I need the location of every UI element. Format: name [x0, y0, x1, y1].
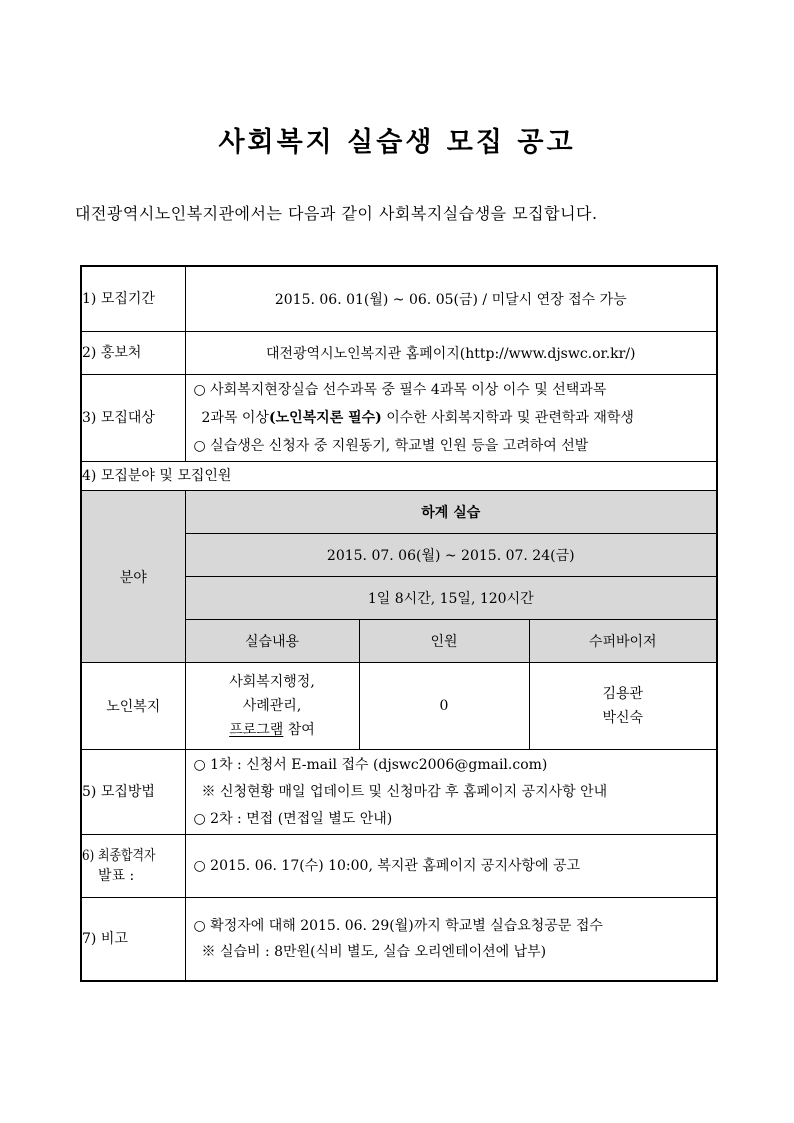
- row-promotion-channel: [81, 332, 717, 375]
- field-column-label: 분야: [81, 491, 185, 663]
- row-elderly-welfare: [81, 663, 717, 750]
- column-header-content: 실습내용: [185, 620, 359, 663]
- row-recruitment-period: [81, 266, 717, 332]
- supervisor-1: 김용관: [602, 686, 644, 702]
- remarks-label: 7) 비고: [81, 898, 185, 982]
- recruitment-period-value: 2015. 06. 01(월) ~ 06. 05(금) / 미달시 연장 접수 가능: [185, 266, 717, 332]
- practice-period: 2015. 07. 06(월) ~ 2015. 07. 24(금): [185, 534, 717, 577]
- eligibility-label: 3) 모집대상: [81, 375, 185, 462]
- row-remarks: [81, 898, 717, 982]
- application-method-label: 5) 모집방법: [81, 750, 185, 835]
- final-announcement-label: 6) 최종합격자 발표 :: [81, 835, 185, 898]
- intro-text: 대전광역시노인복지관에서는 다음과 같이 사회복지실습생을 모집합니다.: [75, 204, 598, 223]
- application-method-value: [185, 750, 717, 835]
- season-header: 하계 실습: [185, 491, 717, 534]
- eligibility-line-3: ○ 실습생은 신청자 중 지원동기, 학교별 인원 등을 고려하여 선발: [193, 438, 589, 454]
- eligibility-value: [185, 375, 717, 462]
- promotion-channel-label: 2) 홍보처: [81, 332, 185, 375]
- practice-content: [185, 663, 359, 750]
- recruit-count: 0: [359, 663, 529, 750]
- field-name: 노인복지: [81, 663, 185, 750]
- practice-content-line-3: 프로그램 참여: [229, 722, 315, 738]
- practice-content-line-1: 사회복지행정,: [229, 674, 315, 690]
- supervisor-2: 박신숙: [602, 710, 644, 726]
- practice-hours: 1일 8시간, 15일, 120시간: [185, 577, 717, 620]
- document-title: 사회복지 실습생 모집 공고: [218, 127, 576, 158]
- notice-table: [80, 265, 718, 982]
- recruitment-period-label: 1) 모집기간: [81, 266, 185, 332]
- application-method-line-1: ○ 1차 : 신청서 E-mail 접수 (djswc2006@gmail.com): [193, 756, 548, 773]
- remarks-value: [185, 898, 717, 982]
- row-season: [81, 491, 717, 534]
- column-header-count: 인원: [359, 620, 529, 663]
- remarks-line-2: ※ 실습비 : 8만원(식비 별도, 실습 오리엔테이션에 납부): [201, 944, 547, 960]
- row-final-announcement: [81, 835, 717, 898]
- bold-required-course: (노인복지론 필수): [268, 410, 382, 426]
- supervisors: [529, 663, 717, 750]
- eligibility-line-1: ○ 사회복지현장실습 선수과목 중 필수 4과목 이상 이수 및 선택과목: [193, 382, 607, 398]
- practice-content-line-2: 사례관리,: [242, 698, 302, 714]
- eligibility-line-2: 2과목 이상(노인복지론 필수) 이수한 사회복지학과 및 관련학과 재학생: [201, 410, 634, 426]
- column-header-supervisor: 수퍼바이저: [529, 620, 717, 663]
- underlined-program-text: 프로그램: [229, 722, 284, 738]
- application-method-line-2: ※ 신청현황 매일 업데이트 및 신청마감 후 홈페이지 공지사항 안내: [201, 783, 608, 800]
- row-eligibility: [81, 375, 717, 462]
- final-announcement-value: ○ 2015. 06. 17(수) 10:00, 복지관 홈페이지 공지사항에 공고: [185, 835, 717, 898]
- row-application-method: [81, 750, 717, 835]
- section-heading-label: 4) 모집분야 및 모집인원: [81, 462, 717, 491]
- promotion-channel-value: 대전광역시노인복지관 홈페이지(http://www.djswc.or.kr/): [185, 332, 717, 375]
- row-section-heading: [81, 462, 717, 491]
- application-method-line-3: ○ 2차 : 면접 (면접일 별도 안내): [193, 810, 393, 827]
- remarks-line-1: ○ 확정자에 대해 2015. 06. 29(월)까지 학교별 실습요청공문 접수: [193, 918, 603, 934]
